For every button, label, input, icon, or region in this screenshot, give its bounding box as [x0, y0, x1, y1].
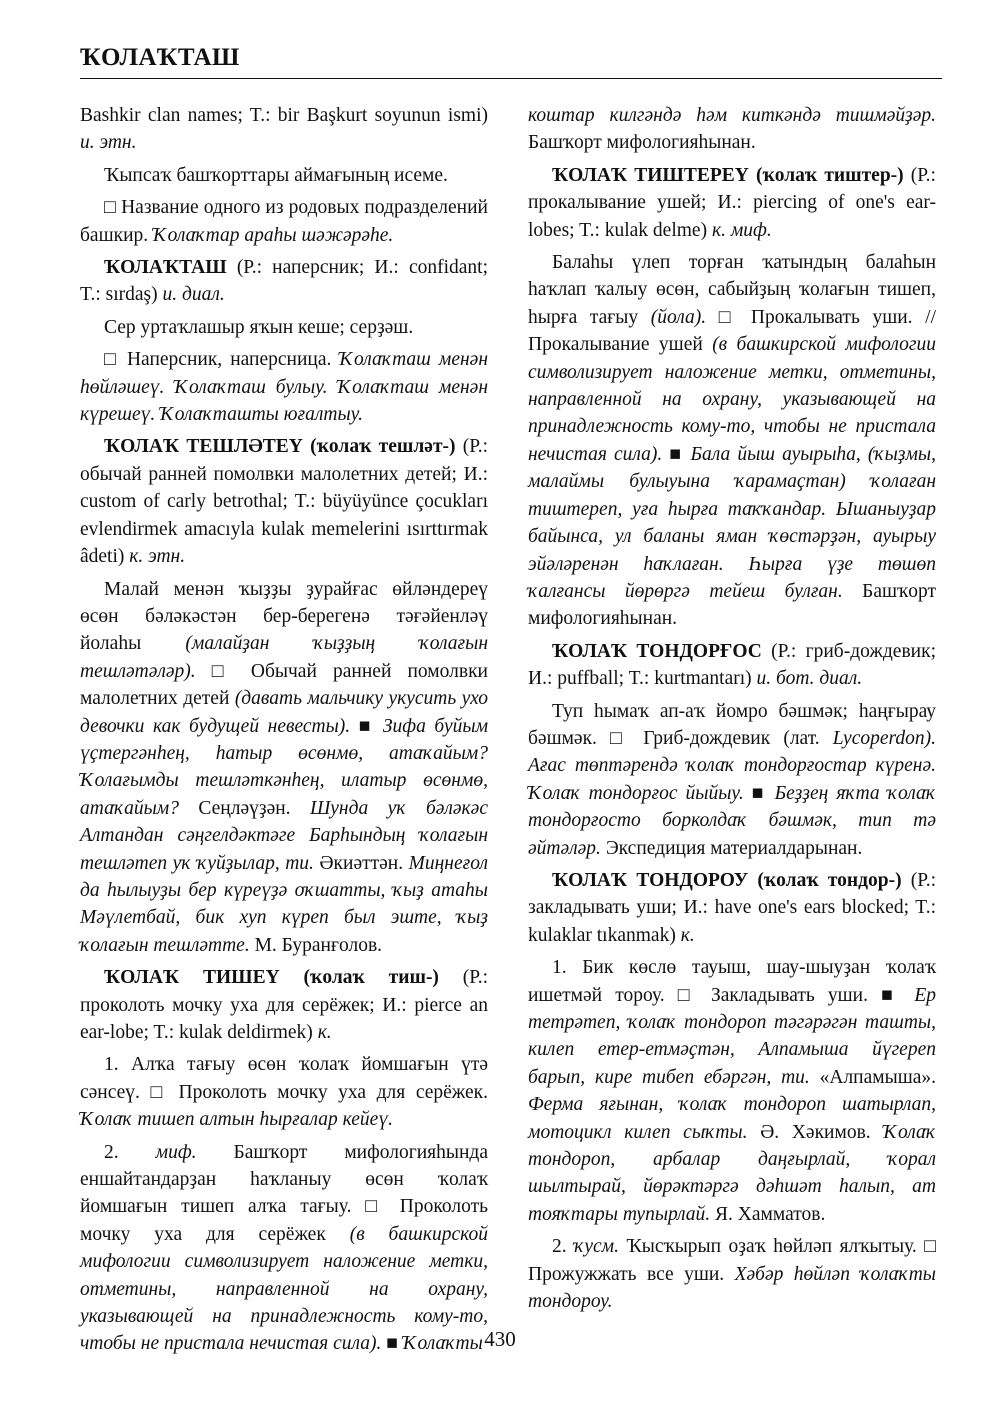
- italic-text: Бала йыш ауырыһа, (ҡыҙмы, малаймы булыуына ҡарамаҫтан) ҡолаған тиштереп, уға һырға таҡҡандар. Ышаныуҙар байынса, ул баланы яман ҡөстәрҙән, ауырыу эйәләренән һаҡлаған. Һырға үҙе төшөп ҡалғансы йөрөргә тейеш булған.: [528, 443, 936, 602]
- body-text: 1. Бик көслө тауыш, шау-шыуҙан ҡолаҡ ишетмәй тороу. □ Закладывать уши.: [528, 957, 936, 1006]
- italic-text: Шунда уҡ бәләкәс Алтандан сәңгелдәктәге Барһындың ҡолағын тешләтеп уҡ ҡуйҙылар, ти.: [80, 797, 488, 874]
- body-text: Ҡыпсаҡ башҡорттары аймағының исеме.: [104, 164, 448, 186]
- body-text: Малай менән ҡыҙҙы ҙурайғас өйләндереү өсөн бәләкәстән бер-берегенә тәғәйенләү йолаһы: [80, 578, 488, 655]
- entry-paragraph: [80, 346, 488, 428]
- entry-paragraph: [80, 162, 488, 189]
- page-number: 430: [484, 1327, 516, 1351]
- body-text: «Алпамыша».: [809, 1066, 937, 1088]
- italic-text: Ҡолаҡ тишеп алтын һырғалар кейеү.: [80, 1109, 393, 1131]
- dictionary-entry: [80, 433, 488, 570]
- body-text: Туп һымаҡ ап-аҡ йомро бәшмәк; һаңғырау бәшмәк. □ Гриб-дождевик (лат.: [528, 700, 936, 749]
- italic-text: к. этн.: [124, 546, 186, 568]
- italic-text: ҡусм.: [574, 1236, 619, 1258]
- body-text: (Р.: наперсник; И.: confidant; T.: sırdaş): [80, 257, 488, 306]
- italic-text: миф.: [155, 1141, 197, 1163]
- italic-text: и. диал.: [157, 284, 225, 306]
- body-text: Башҡорт мифологияһынан.: [528, 580, 936, 630]
- body-text: (Р.: гриб-дождевик; И.: puffball; T.: kurtmantarı): [528, 640, 936, 690]
- body-text: □ Наперсник, наперсница.: [104, 349, 340, 371]
- italic-text: Ҡолаҡты: [402, 1333, 483, 1355]
- italic-text: (малайҙан ҡыҙҙың ҡолағын тешләтәләр).: [80, 633, 488, 682]
- example-marker: ■: [381, 1333, 403, 1355]
- example-marker: ■: [662, 443, 691, 465]
- italic-text: к.: [675, 924, 695, 946]
- body-text: Ә. Хәкимов.: [747, 1121, 884, 1143]
- body-text: Балаһы үлеп торған ҡатындың балаһын һаҡлап ҡалыу өсөн, сабыйҙың ҡолағын тишеп, һырға тағыу: [528, 252, 936, 328]
- italic-text: Ҡолаҡтар араһы шәжәрәһе.: [153, 224, 394, 246]
- example-marker: ■: [868, 984, 915, 1006]
- dictionary-entry: [80, 254, 488, 309]
- body-text: □ Название одного из родовых подразделений башкир.: [80, 197, 488, 246]
- italic-text: Миңнеғол да һылыуҙы бер күреүҙә оҡшатты, ҡыҙ атаһы Мәүлетбай, бик хуп күреп был эште, ҡыҙ ҡолағын тешләтте.: [80, 852, 489, 956]
- entry-paragraph: [528, 249, 936, 633]
- headword: ҠОЛАҠ ТЕШЛӘТЕҮ (ҡолаҡ тешләт-): [104, 436, 456, 458]
- entry-paragraph: [80, 1139, 488, 1358]
- body-text: (Р.: прокалывание ушей; И.: piercing of one's ear-lobes; T.: kulak delme): [528, 164, 936, 241]
- body-text: Экспедиция материалдарынан.: [600, 837, 863, 859]
- body-text: Ҡысҡырып оҙаҡ һөйләп ялҡытыу. □ Прожужжать все уши.: [528, 1236, 936, 1285]
- body-text: (Р.: обычай ранней помолвки малолетних детей; И.: custom of carly betrothal; T.: büyüyünce çocukları evlendirmek amacıyla kulak memelerini ısırttırmak âdeti): [80, 436, 488, 568]
- entry-paragraph: [528, 102, 936, 157]
- body-text: Я. Хамматов.: [710, 1203, 826, 1225]
- body-text: Башҡорт мифологияһынан.: [528, 132, 756, 154]
- italic-text: Ферма яғынан, ҡолаҡ тондороп шатырлап, мотоцикл килеп сыҡты.: [528, 1094, 936, 1143]
- running-head: ҠОЛАҠТАШ: [80, 44, 240, 71]
- italic-text: коштар килгәндә һәм киткәндә тишмәйҙәр.: [528, 105, 936, 126]
- italic-text: (в башкирской мифологии символизирует наложение метки, отметины, направленной на охрану, указывающей на принадлежность кому-то, чтобы не пристала нечистая сила).: [80, 1223, 488, 1355]
- body-text: (Р.: закладывать уши; И.: have one's ears blocked; T.: kulaklar tıkanmak): [528, 869, 936, 946]
- italic-text: (давать мальчику укусить ухо девочки как будущей невесты).: [80, 688, 488, 737]
- body-text: Сеңләүҙән.: [179, 797, 310, 819]
- italic-text: Хәбәр һөйләп ҡолаҡты тондороу.: [528, 1263, 937, 1313]
- dictionary-entry: [80, 964, 488, 1046]
- example-marker: ■: [743, 782, 775, 804]
- entry-paragraph: [80, 1051, 488, 1133]
- body-text: Сер уртаҡлашыр яҡын кеше; серҙәш.: [104, 316, 414, 338]
- entry-paragraph: [80, 314, 488, 341]
- body-text: □ Обычай ранней помолвки малолетних детей: [80, 660, 488, 710]
- headword: ҠОЛАҠ ТИШТЕРЕҮ (ҡолаҡ тиштер-): [552, 164, 904, 186]
- dictionary-entry: [528, 162, 936, 244]
- italic-text: Зифа буйым үҫтергәнһең, һатыр өсөнмө, атаҡайым? Ҡолағымды тешләткәнһең, илатыр өсөнмө, атаҡайым?: [80, 715, 489, 819]
- dictionary-entry: [528, 638, 936, 693]
- headword: ҠОЛАҠ ТОНДОРОУ (ҡолаҡ тондор-): [552, 869, 902, 891]
- headword: ҠОЛАҠ ТОНДОРҒОС: [552, 640, 762, 662]
- italic-text: к.: [312, 1022, 332, 1043]
- entry-paragraph: [528, 954, 936, 1228]
- body-text: 2.: [104, 1141, 156, 1163]
- italic-text: к. миф.: [707, 219, 772, 241]
- header-rule: [80, 78, 942, 79]
- body-text: Башҡорт мифологияһында еншайтандарҙан һаҡланыу өсөн ҡолаҡ йомшағын тишеп алҡа тағыу. □ Проколоть мочку уха для серёжек: [80, 1141, 488, 1245]
- body-text: 2.: [552, 1236, 575, 1258]
- body-text: М. Буранғолов.: [249, 934, 383, 956]
- entry-paragraph: [528, 1233, 936, 1315]
- headword: ҠОЛАҠТАШ: [104, 257, 227, 279]
- italic-text: Ер тетрәтеп, ҡолаҡ тондороп тәгәрәгән ташты, килеп етер-етмәҫтән, Алпамыша йүгереп барып, кире тибеп ебәргән, ти.: [528, 984, 936, 1088]
- body-text: 1. Алҡа тағыу өсөн ҡолаҡ йомшағын үтә сәнсеү. □ Проколоть мочку уха для серёжек.: [80, 1054, 488, 1103]
- italic-text: (в башкирской мифологии символизирует наложение метки, отметины, направленной на охрану, указывающей на принадлежность кому-то, чтобы не пристала нечистая сила).: [528, 334, 936, 465]
- italic-text: Беҙҙең яҡта ҡолаҡ тондорғосто борколдаҡ бәшмәк, тип тә әйтәләр.: [528, 782, 936, 859]
- entry-paragraph: [80, 194, 488, 249]
- italic-text: и. бот. диал.: [751, 668, 863, 690]
- italic-text: Ҡолаҡ тондороп, арбалар даңғырлай, ҡорал шылтырай, йөрәктәргә дәһшәт һалып, ат тояҡтары тупырлай.: [528, 1121, 936, 1225]
- body-text: Әкиәттән.: [313, 852, 409, 874]
- body-text: (Р.: проколоть мочку уха для серёжек; И.: pierce an ear-lobe; T.: kulak deldirmek): [80, 967, 488, 1043]
- entry-paragraph: [80, 102, 488, 157]
- italic-text: Ҡолаҡташ менән һөйләшеү. Ҡолаҡташ булыу. Ҡолаҡташ менән күрешеү. Ҡолаҡташты юғалтыу.: [80, 349, 489, 426]
- entry-paragraph: [80, 576, 488, 960]
- example-marker: ■: [350, 715, 383, 737]
- italic-text: Lycoperdon).: [832, 727, 936, 749]
- entry-paragraph: [528, 698, 936, 862]
- headword: ҠОЛАҠ ТИШЕҮ (ҡолаҡ тиш-): [104, 967, 439, 989]
- italic-text: Ағас төптәрендә ҡолаҡ тондорғостар күренә. Ҡолаҡ тондорғос йыйыу.: [528, 755, 936, 804]
- italic-text: и. этн.: [80, 132, 137, 154]
- body-text: Bashkir clan names; T.: bir Başkurt soyunun ismi): [80, 105, 488, 126]
- body-text: □ Прокалывать уши. // Прокалывание ушей: [528, 306, 936, 356]
- italic-text: (йола).: [650, 306, 707, 328]
- right-column: [528, 102, 936, 1320]
- left-column: [80, 102, 488, 1363]
- dictionary-entry: [528, 867, 936, 949]
